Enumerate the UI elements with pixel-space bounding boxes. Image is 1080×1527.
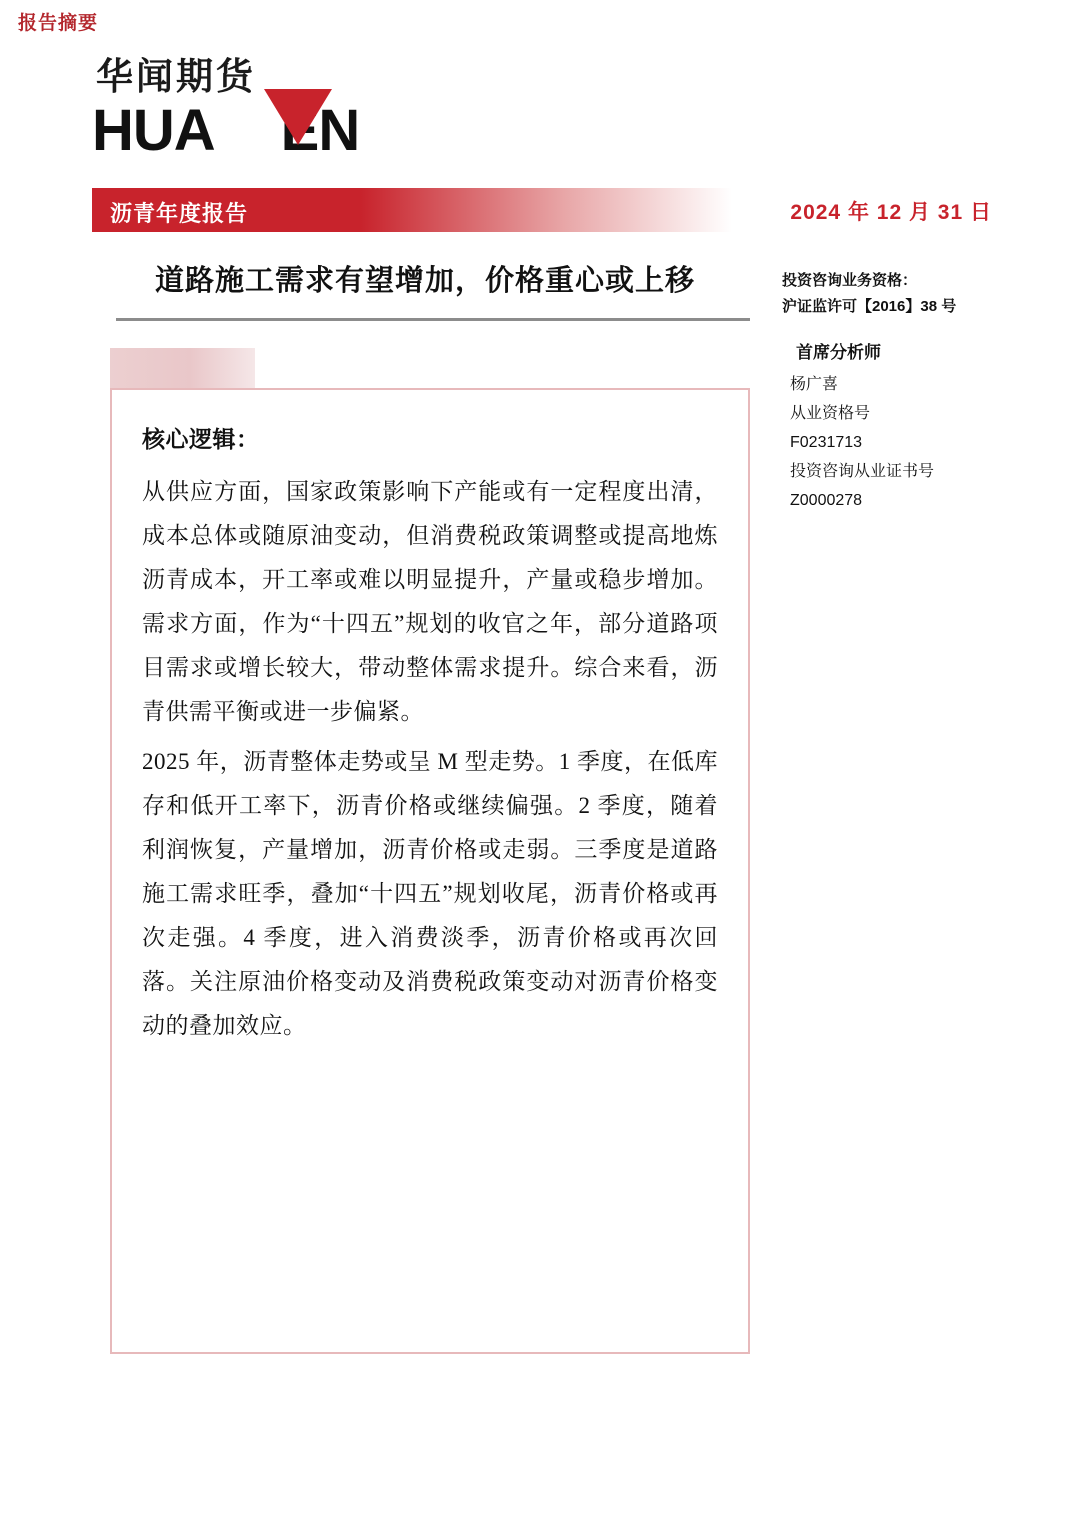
abstract-box [110,388,750,1354]
company-logo [92,58,432,168]
logo-english-left: HUA [92,98,215,163]
abstract-lead: 核心逻辑： [142,427,260,452]
qualification-label: 投资咨询业务资格： [782,272,918,289]
practice-label: 从业资格号 [790,405,871,422]
consult-label: 投资咨询从业证书号 [790,463,935,480]
logo-english-name [92,98,432,163]
report-type-label: 沥青年度报告 [110,201,249,226]
abstract-tab-label: 报告摘要 [18,13,99,34]
logo-english-right: EN [280,98,360,163]
analyst-name: 杨广喜 [790,376,839,393]
sidebar-analyst-info [782,268,1032,515]
abstract-paragraph-2: 2025 年，沥青整体走势或呈 M 型走势。1 季度，在低库存和低开工率下，沥青价格或继续偏强。2 季度，随着利润恢复，产量增加，沥青价格或走弱。三季度是道路施工需求旺季，叠加“十四五”规划收尾，沥青价格或再次走强。4 季度，进入消费淡季，沥青价格或再次回落。关注原油价格变动及消费税政策变动对沥青价格变动的叠加效应。 [142,749,718,1038]
abstract-tab [110,348,255,388]
consult-number: Z0000278 [790,492,863,509]
page-title: 道路施工需求有望增加，价格重心或上移 [154,265,695,297]
logo-red-chevron-icon [264,89,332,145]
analyst-title: 首席分析师 [796,343,881,362]
abstract-content [112,390,748,1048]
title-divider [116,318,750,321]
report-banner-row [92,188,992,232]
abstract-paragraph-1: 从供应方面，国家政策影响下产能或有一定程度出清，成本总体或随原油变动，但消费税政策调整或提高地炼沥青成本，开工率或难以明显提升，产量或稳步增加。需求方面，作为“十四五”规划的收官之年，部分道路项目需求或增长较大，带动整体需求提升。综合来看，沥青供需平衡或进一步偏紧。 [142,479,718,724]
report-date: 2024 年 12 月 31 日 [790,201,992,224]
qualification-value: 沪证监许可【2016】38 号 [782,298,957,315]
logo-chinese-name: 华闻期货 [96,56,256,97]
logo-english-wrap [92,98,432,163]
practice-number: F0231713 [790,434,863,451]
